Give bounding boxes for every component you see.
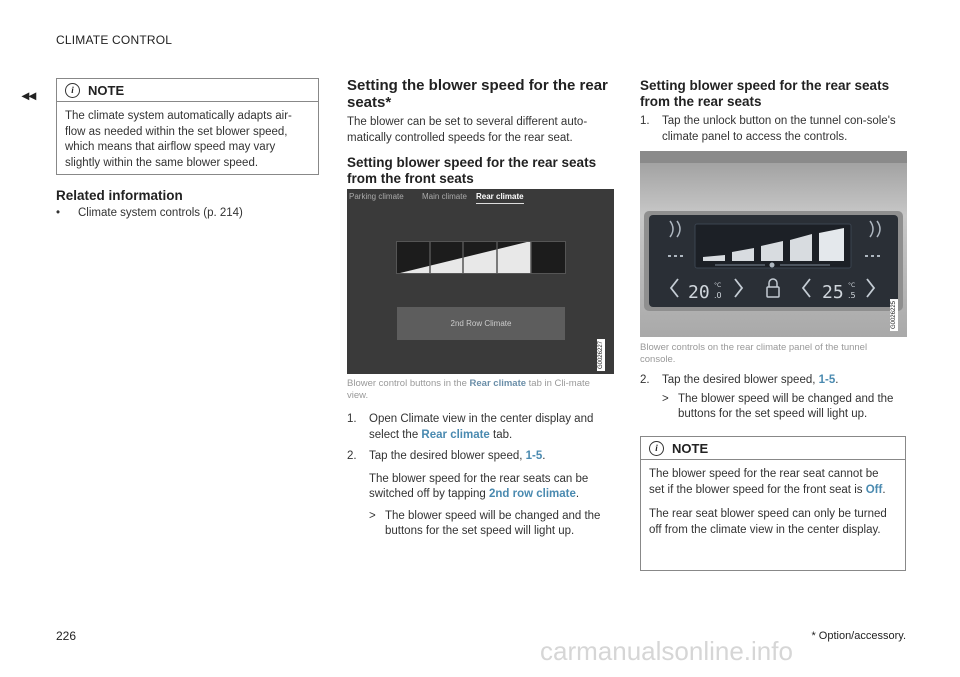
related-title: Related information [56, 188, 183, 203]
related-information [56, 188, 319, 222]
tab-main-climate[interactable]: Main climate [422, 192, 467, 201]
caption-highlight: Rear climate [469, 378, 527, 389]
section-header: CLIMATE CONTROL [56, 33, 173, 47]
column-rear-seat-instructions [640, 78, 908, 145]
front-seat-steps [347, 412, 615, 540]
step-2-extra: The blower speed for the rear seats can be switched off by tapping 2nd row climate. [369, 472, 589, 500]
note-box-rear-seat [640, 436, 906, 571]
rear-climate-tab-ref: Rear climate [421, 428, 490, 441]
note-box-airflow [56, 78, 319, 175]
bullet-icon: • [56, 207, 61, 219]
rear-step-1: 1. Tap the unlock button on the tunnel con-sole's climate panel to access the controls. [640, 115, 896, 143]
note-header [57, 79, 318, 102]
related-item[interactable] [56, 206, 319, 222]
watermark: carmanualsonline.info [540, 636, 793, 666]
rear-speed-range-ref: 1-5 [818, 374, 836, 386]
note-paragraph-2: The rear seat blower speed can only be turned off from the climate view in the center display. [649, 508, 887, 536]
note-title-rear: NOTE [672, 440, 709, 456]
related-link[interactable]: Climate system controls (p. 214) [78, 207, 243, 219]
blower-speed-bars[interactable] [396, 241, 566, 274]
temp-left-decimal: .0 [714, 291, 722, 300]
climate-screen-figure [347, 189, 614, 374]
figure-id-rear: G0026225 [891, 301, 897, 330]
subsection-title-front: Setting blower speed for the rear seats from the front seats [347, 155, 597, 186]
temp-left-value: 20 [688, 282, 710, 303]
temp-right-decimal: .5 [848, 291, 856, 300]
fan-icon [770, 263, 775, 268]
info-icon: i [649, 441, 664, 456]
subsection-title-rear: Setting blower speed for the rear seats from the rear seats [640, 78, 890, 109]
rear-panel-graphic [640, 151, 907, 337]
temp-right-unit: °C [848, 282, 856, 289]
note-text: The climate system automatically adapts air-flow as needed within the set blower speed, which means that airflow speed may vary slightly within the same blower speed. [65, 110, 292, 169]
note-title: NOTE [88, 82, 125, 98]
intro-text: The blower can be set to several different auto-matically controlled speeds for the rear seat. [347, 116, 588, 144]
step-2: 2. Tap the desired blower speed, 1-5. The blower speed for the rear seats can be switched off by tapping 2nd row climate. > The blower speed will be changed and the buttons for the set speed will light up. [347, 449, 615, 540]
blower-speed-graphic [396, 241, 566, 274]
tab-rear-climate[interactable]: Rear climate [476, 192, 524, 204]
page-number: 226 [56, 629, 77, 643]
temp-left-unit: °C [714, 282, 722, 289]
footnote: * Option/accessory. [811, 630, 906, 642]
figure-caption-front: Blower control buttons in the Rear climate tab in Cli-mate view. [347, 378, 590, 401]
tab-parking-climate[interactable]: Parking climate [349, 192, 404, 201]
rear-step-2-result: > The blower speed will be changed and the buttons for the set speed will light up. [662, 392, 894, 420]
figure-id: G0026227 [598, 341, 604, 370]
note-paragraph-1: The blower speed for the rear seat cannot be set if the blower speed for the front seat is Off. [649, 468, 886, 496]
temp-right-value: 25 [822, 282, 844, 303]
column-front-seat-instructions [347, 77, 615, 187]
note-body [57, 102, 318, 177]
section-title: Setting the blower speed for the rear seats* [347, 77, 608, 111]
step-2-result: > The blower speed will be changed and the buttons for the set speed will light up. [369, 509, 601, 537]
step-1: 1. Open Climate view in the center display and select the Rear climate tab. [347, 413, 594, 441]
second-row-climate-ref: 2nd row climate [488, 488, 576, 500]
rear-step-2: 2. Tap the desired blower speed, 1-5. > The blower speed will be changed and the buttons for the set speed will light up. [640, 373, 908, 423]
off-ref: Off [865, 483, 883, 496]
second-row-climate-button[interactable]: 2nd Row Climate [397, 307, 565, 340]
previous-page-arrows[interactable]: ◂◂ [22, 87, 37, 103]
speed-range-ref: 1-5 [525, 450, 543, 462]
rear-seat-steps [640, 373, 908, 423]
info-icon: i [65, 83, 80, 98]
rear-climate-panel-figure [640, 151, 907, 337]
figure-caption-rear: Blower controls on the rear climate panel of the tunnel console. [640, 342, 868, 365]
note-body-rear [641, 460, 905, 544]
blower-bar-5[interactable] [819, 228, 844, 261]
note-header-rear [641, 437, 905, 460]
